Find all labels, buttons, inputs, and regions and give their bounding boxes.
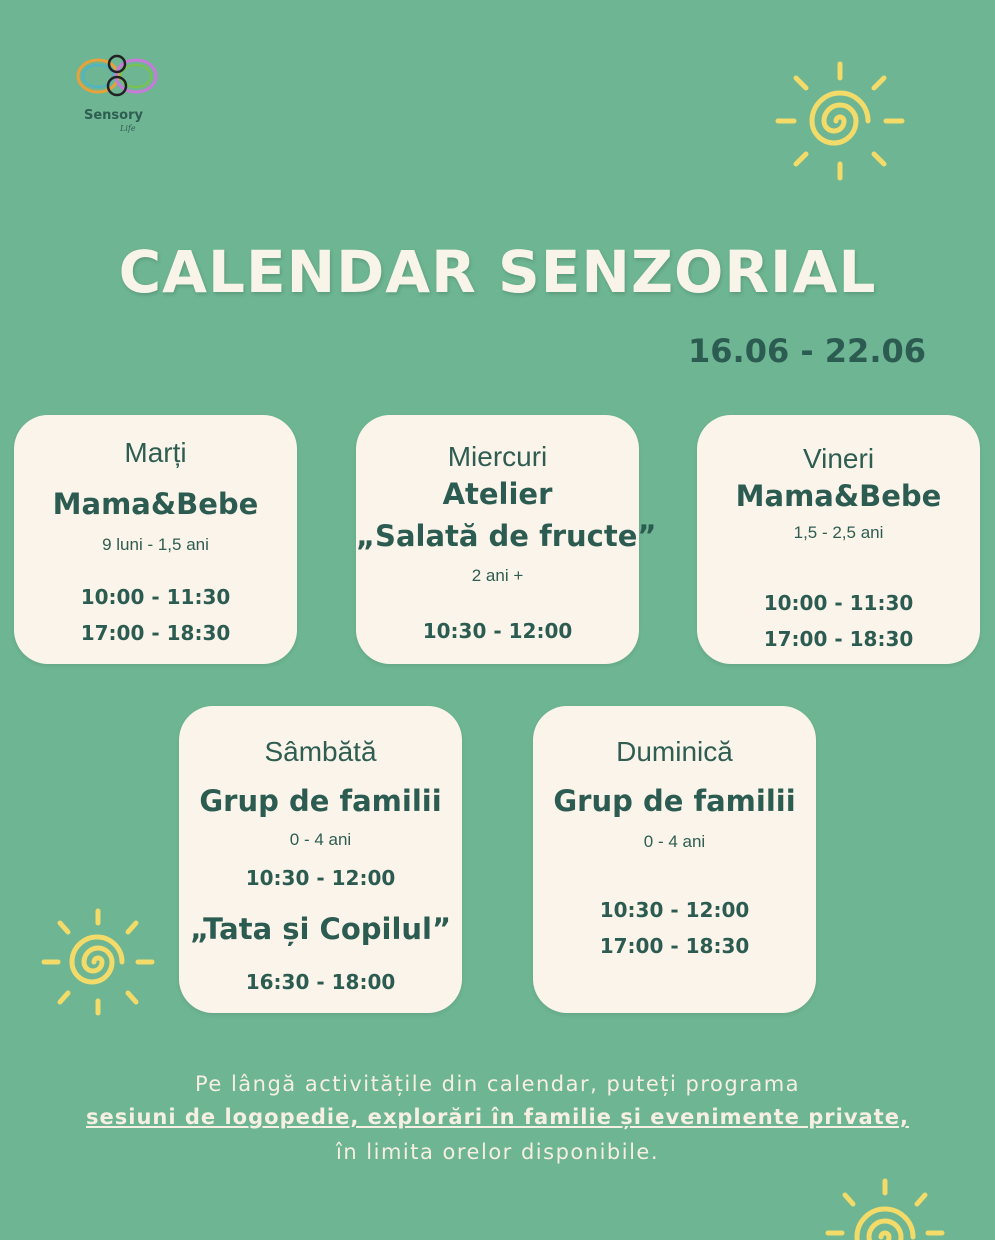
footer-text-line-1: Pe lângă activitățile din calendar, puteți programa bbox=[194, 1072, 801, 1096]
activity-title: Mama&Bebe bbox=[52, 487, 259, 521]
time-slot: 10:00 - 11:30 bbox=[763, 591, 914, 615]
age-range: 9 luni - 1,5 ani bbox=[102, 535, 209, 554]
sun-icon bbox=[38, 905, 158, 1020]
age-range: 0 - 4 ani bbox=[643, 832, 706, 851]
activity-title: Grup de familii bbox=[199, 784, 442, 818]
footer-text-line-2: sesiuni de logopedie, explorări în familie și evenimente private, bbox=[86, 1105, 909, 1129]
activity-title-2: „Tata și Copilul” bbox=[189, 912, 452, 946]
age-range: 2 ani + bbox=[471, 566, 524, 585]
day-label: Vineri bbox=[802, 443, 875, 474]
time-slot: 16:30 - 18:00 bbox=[245, 970, 396, 994]
time-slot: 10:00 - 11:30 bbox=[80, 585, 231, 609]
time-slot: 10:30 - 12:00 bbox=[422, 619, 573, 643]
activity-title: Atelier bbox=[442, 477, 553, 511]
activity-subtitle: „Salată de fructe” bbox=[356, 519, 657, 553]
day-label: Miercuri bbox=[447, 441, 548, 472]
time-slot: 17:00 - 18:30 bbox=[599, 934, 750, 958]
age-range: 0 - 4 ani bbox=[289, 830, 352, 849]
sensory-life-logo bbox=[72, 50, 162, 140]
date-range: 16.06 - 22.06 bbox=[688, 332, 926, 370]
time-slot: 17:00 - 18:30 bbox=[80, 621, 231, 645]
day-label: Sâmbătă bbox=[264, 736, 377, 767]
logo-subtitle: Life bbox=[120, 124, 136, 133]
activity-title: Grup de familii bbox=[553, 784, 796, 818]
schedule-card-saturday bbox=[179, 706, 462, 1013]
time-slot: 10:30 - 12:00 bbox=[245, 866, 396, 890]
day-label: Duminică bbox=[616, 736, 733, 767]
activity-title: Mama&Bebe bbox=[735, 479, 942, 513]
time-slot: 17:00 - 18:30 bbox=[763, 627, 914, 651]
schedule-card-tuesday bbox=[14, 415, 297, 664]
schedule-card-sunday bbox=[533, 706, 816, 1013]
page-title: CALENDAR SENZORIAL bbox=[118, 238, 877, 306]
logo-name: Sensory bbox=[84, 108, 143, 123]
age-range: 1,5 - 2,5 ani bbox=[793, 523, 884, 542]
schedule-card-friday bbox=[697, 415, 980, 664]
sun-icon bbox=[770, 56, 910, 186]
time-slot: 10:30 - 12:00 bbox=[599, 898, 750, 922]
day-label: Marți bbox=[124, 437, 187, 468]
schedule-card-wednesday bbox=[356, 415, 657, 664]
footer-text-line-3: în limita orelor disponibile. bbox=[335, 1140, 659, 1164]
sun-icon bbox=[820, 1175, 950, 1240]
infinity-logo-icon bbox=[72, 50, 162, 106]
